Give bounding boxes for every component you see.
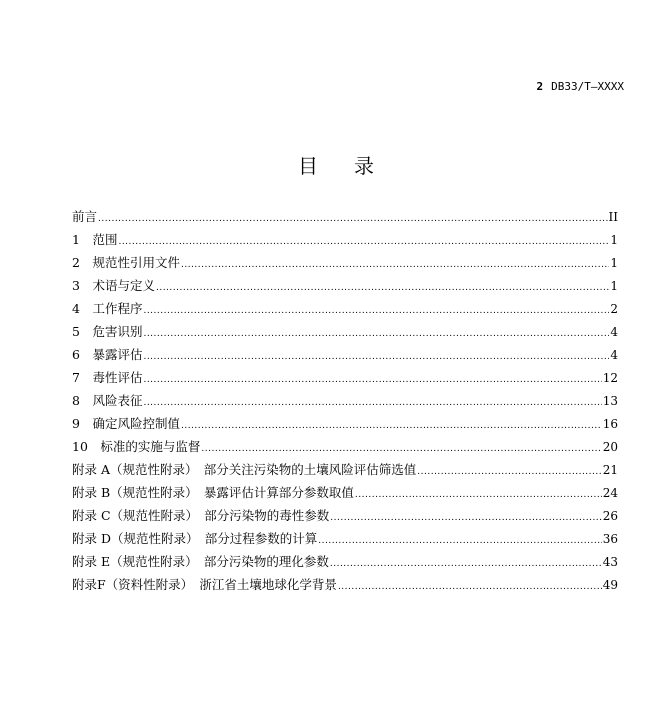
- toc-entry[interactable]: [72, 504, 618, 527]
- toc-entry[interactable]: [72, 320, 618, 343]
- toc-entry[interactable]: [72, 343, 618, 366]
- toc-entry[interactable]: [72, 527, 618, 550]
- toc-entry-label: 8 风险表征: [72, 393, 143, 408]
- toc-entry-label: 3 术语与定义: [72, 278, 155, 293]
- toc-entry-label: 附录 D（规范性附录） 部分过程参数的计算: [72, 531, 318, 546]
- toc-entry[interactable]: [72, 228, 618, 251]
- toc-entry-page: II: [608, 210, 618, 224]
- page-number: 2: [536, 80, 544, 93]
- toc-entry[interactable]: [72, 274, 618, 297]
- toc-entry-label: 2 规范性引用文件: [72, 255, 180, 270]
- toc-entry[interactable]: [72, 435, 618, 458]
- toc-entry[interactable]: [72, 550, 618, 573]
- table-of-contents: [72, 205, 618, 596]
- toc-entry[interactable]: [72, 389, 618, 412]
- toc-entry-page: 2: [610, 302, 618, 316]
- toc-entry-page: 4: [610, 348, 618, 362]
- toc-entry[interactable]: [72, 481, 618, 504]
- toc-entry-page: 1: [610, 233, 618, 247]
- toc-entry-label: 7 毒性评估: [72, 370, 143, 385]
- toc-entry-page: 43: [602, 555, 618, 569]
- toc-entry[interactable]: [72, 573, 618, 596]
- toc-entry-page: 49: [602, 578, 618, 592]
- toc-entry-page: 24: [602, 486, 618, 500]
- toc-entry-page: 21: [602, 463, 618, 477]
- toc-entry-page: 1: [610, 256, 618, 270]
- toc-entry-label: 附录 B（规范性附录） 暴露评估计算部分参数取值: [72, 485, 354, 500]
- toc-entry-page: 12: [602, 371, 618, 385]
- toc-entry-label: 9 确定风险控制值: [72, 416, 180, 431]
- toc-entry-label: 前言: [72, 209, 98, 224]
- toc-entry-page: 1: [610, 279, 618, 293]
- toc-entry-label: 附录F（资料性附录） 浙江省土壤地球化学背景: [72, 577, 337, 592]
- toc-entry-label: 附录 C（规范性附录） 部分污染物的毒性参数: [72, 508, 330, 523]
- toc-entry-label: 6 暴露评估: [72, 347, 143, 362]
- toc-entry[interactable]: [72, 297, 618, 320]
- toc-dot-leader: [338, 573, 602, 599]
- toc-entry-page: 36: [602, 532, 618, 546]
- toc-entry[interactable]: [72, 366, 618, 389]
- toc-entry[interactable]: [72, 458, 618, 481]
- toc-entry-label: 附录 A（规范性附录） 部分关注污染物的土壤风险评估筛选值: [72, 462, 417, 477]
- toc-entry[interactable]: [72, 205, 618, 228]
- toc-entry-page: 13: [602, 394, 618, 408]
- toc-entry-page: 4: [610, 325, 618, 339]
- toc-entry-label: 5 危害识别: [72, 324, 143, 339]
- toc-entry-label: 10 标准的实施与监督: [72, 439, 201, 454]
- toc-entry-label: 附录 E（规范性附录） 部分污染物的理化参数: [72, 554, 329, 569]
- toc-entry[interactable]: [72, 251, 618, 274]
- toc-title: 目录: [298, 154, 410, 178]
- toc-entry[interactable]: [72, 412, 618, 435]
- toc-entry-page: 20: [602, 440, 618, 454]
- toc-entry-page: 16: [602, 417, 618, 431]
- page-header: [537, 80, 624, 93]
- toc-entry-page: 26: [602, 509, 618, 523]
- toc-entry-label: 4 工作程序: [72, 301, 143, 316]
- toc-entry-label: 1 范围: [72, 232, 118, 247]
- document-code: DB33/T—XXXX: [551, 80, 624, 93]
